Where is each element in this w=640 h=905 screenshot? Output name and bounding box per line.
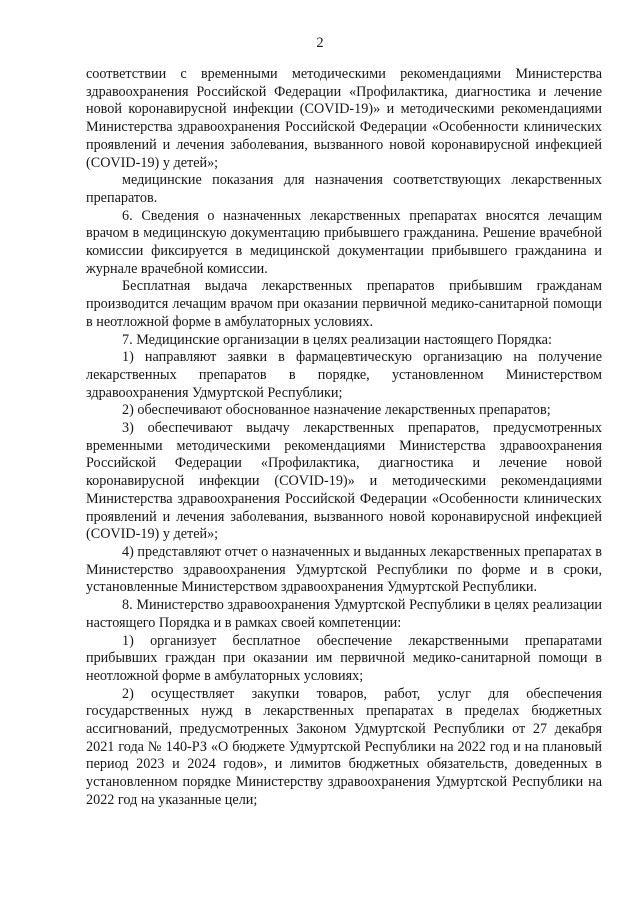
paragraph-free-dispensing: Бесплатная выдача лекарственных препаратов прибывшим гражданам производится лечащим врачом при оказании первичной медико-санитарной помощи в неотложной форме в амбулаторных условиях. — [86, 278, 602, 330]
paragraph-7-item-1: 1) направляют заявки в фармацевтическую организацию на получение лекарственных препаратов в порядке, установленном Министерством здравоохранения Удмуртской Республики; — [86, 349, 602, 401]
paragraph-8-item-2: 2) осуществляет закупки товаров, работ, услуг для обеспечения государственных нужд в лекарственных препаратах в пределах бюджетных ассигнований, предусмотренных Законом Удмуртской Республики от 27 декабря 2021 года № 140-РЗ «О бюджете Удмуртской Республики на 2022 год и на плановый период 2023 и 2024 годов», и лимитов бюджетных обязательств, доведенных в установленном порядке Министерству здравоохранения Удмуртской Республики на 2022 год на указанные цели; — [86, 685, 602, 808]
paragraph-continuation: соответствии с временными методическими рекомендациями Министерства здравоохранения Российской Федерации «Профилактика, диагностика и лечение новой коронавирусной инфекции (COVID-19)» и методическими рекомендациями Министерства здравоохранения Российской Федерации «Особенности клинических проявлений и лечения заболевания, вызванного новой коронавирусной инфекцией (COVID-19) у детей»; — [86, 66, 602, 171]
paragraph-7-item-2: 2) обеспечивают обоснованное назначение лекарственных препаратов; — [122, 402, 551, 419]
paragraph-section-7: 7. Медицинские организации в целях реализации настоящего Порядка: — [122, 331, 552, 348]
paragraph-8-item-1: 1) организует бесплатное обеспечение лекарственными препаратами прибывших граждан при оказании им первичной медико-санитарной помощи в неотложной форме в амбулаторных условиях; — [86, 632, 602, 684]
paragraph-section-8: 8. Министерство здравоохранения Удмуртской Республики в целях реализации настоящего Порядка и в рамках своей компетенции: — [86, 597, 602, 631]
paragraph-medical-indications: медицинские показания для назначения соответствующих лекарственных препаратов. — [86, 172, 602, 206]
paragraph-section-6: 6. Сведения о назначенных лекарственных препаратах вносятся лечащим врачом в медицинскую документацию прибывшего гражданина. Решение врачебной комиссии фиксируется в медицинской документации прибывшего гражданина и журнале врачебной комиссии. — [86, 207, 602, 277]
page-number: 2 — [316, 35, 324, 51]
paragraph-7-item-3: 3) обеспечивают выдачу лекарственных препаратов, предусмотренных временными методическими рекомендациями Министерства здравоохранения Российской Федерации «Профилактика, диагностика и лечение новой коронавирусной инфекции (COVID-19)» и методическими рекомендациями Министерства здравоохранения Российской Федерации «Особенности клинических проявлений и лечения заболевания, вызванного новой коронавирусной инфекцией (COVID-19) у детей»; — [86, 420, 602, 543]
paragraph-7-item-4: 4) представляют отчет о назначенных и выданных лекарственных препаратах в Министерство здравоохранения Удмуртской Республики по форме и в сроки, установленные Министерством здравоохранения Удмуртской Республики. — [86, 543, 602, 596]
document-body — [86, 66, 602, 810]
